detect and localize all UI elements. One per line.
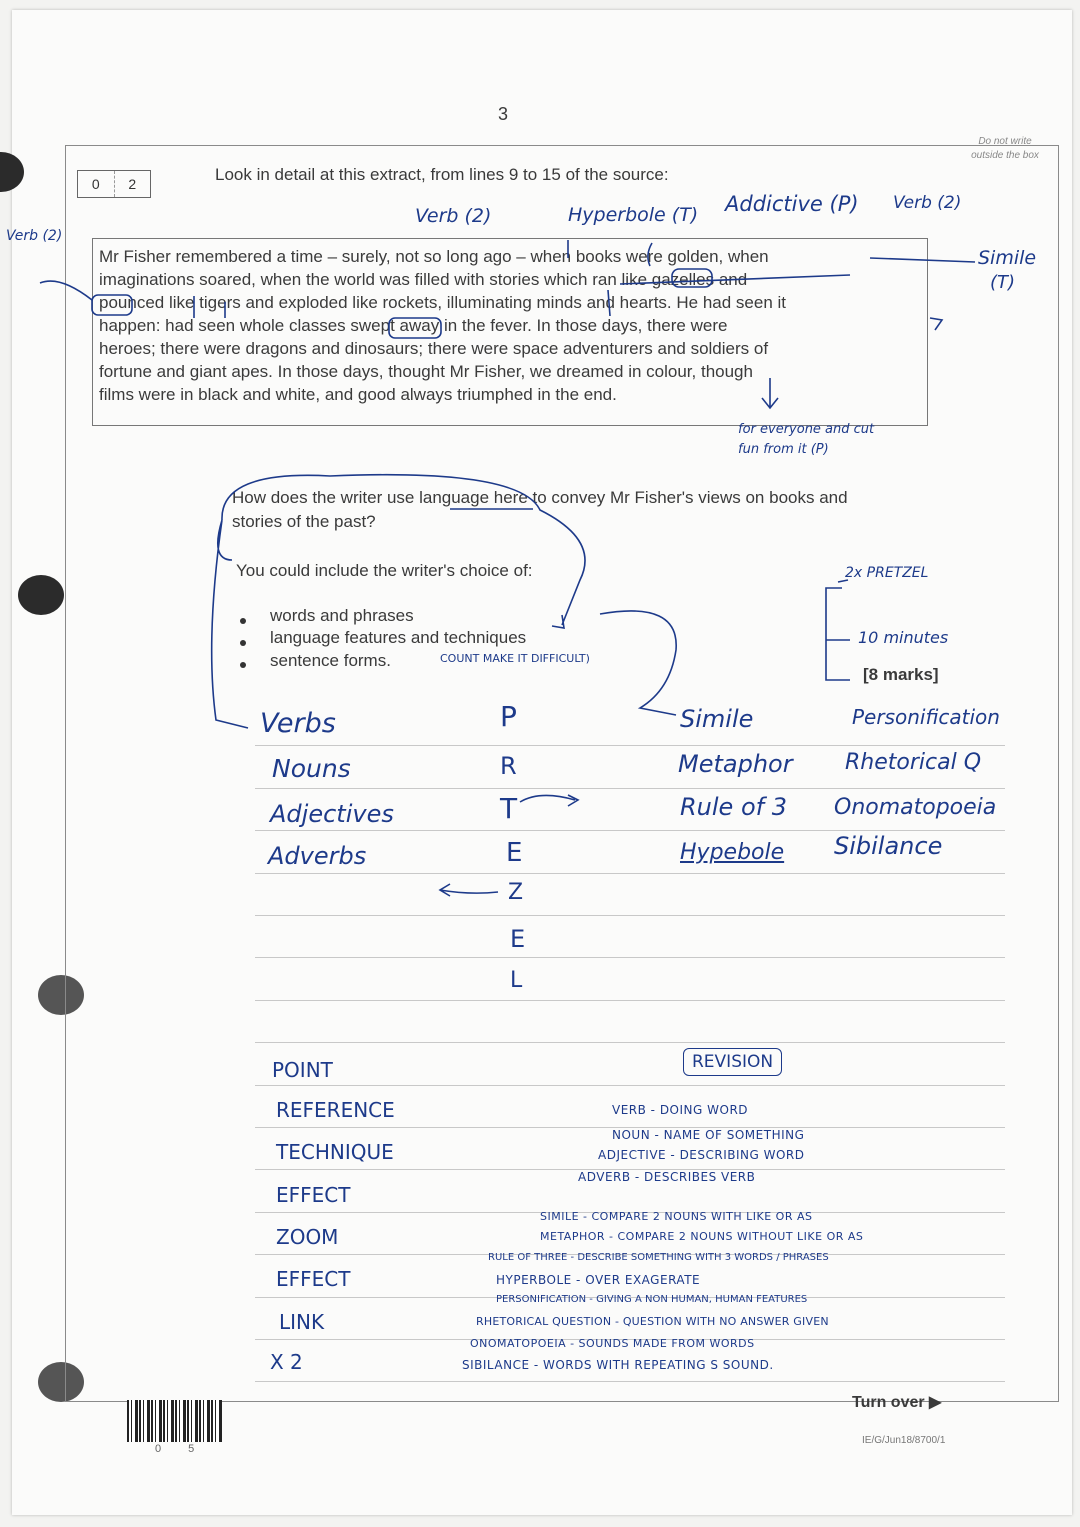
extract-line: imaginations soared, when the world was filled with stories which ran like gazelles and	[99, 270, 748, 289]
annotation-simile-t: (T)	[990, 272, 1016, 293]
annotation-verb: Verb (2)	[415, 205, 492, 227]
extract-line: happen: had seen whole classes swept away in the fever. In those days, there were	[99, 316, 728, 335]
annotation-verb-right: Verb (2)	[893, 193, 962, 213]
extract-line: heroes; there were dragons and dinosaurs; there were space adventurers and soldiers of	[99, 339, 769, 358]
extract-line: pounced like tigers and exploded like rockets, illuminating minds and hearts. He had seen it	[99, 293, 787, 312]
annotation-addictive: Addictive (P)	[725, 192, 859, 216]
question-digit: 2	[128, 176, 137, 192]
annotation-everyone: for everyone and cut	[738, 422, 875, 437]
technique-item: Metaphor	[678, 750, 793, 778]
revision-item: ADVERB - DESCRIBES VERB	[578, 1170, 756, 1184]
revision-item: METAPHOR - COMPARE 2 NOUNS WITHOUT LIKE OR AS	[540, 1230, 864, 1243]
pteezel-word: EFFECT	[276, 1183, 351, 1207]
revision-item: ADJECTIVE - DESCRIBING WORD	[598, 1148, 805, 1162]
annotation-simile: Simile	[978, 247, 1037, 269]
pteezel-word: EFFECT	[276, 1267, 351, 1291]
pteezel-word: LINK	[279, 1310, 325, 1334]
pteezel-word: X 2	[270, 1350, 303, 1374]
word-class: Adjectives	[270, 800, 394, 828]
word-class: Nouns	[272, 754, 351, 783]
pretzel-letter: E	[506, 838, 523, 868]
pretzel-letter: L	[510, 968, 523, 993]
revision-item: RULE OF THREE - DESCRIBE SOMETHING WITH 3 WORDS / PHRASES	[488, 1252, 829, 1263]
revision-item: PERSONIFICATION - GIVING A NON HUMAN, HUMAN FEATURES	[496, 1294, 808, 1305]
bullet-item: language features and techniques	[270, 628, 527, 647]
word-class: Verbs	[260, 708, 336, 739]
question-prompt: You could include the writer's choice of:	[236, 561, 533, 580]
annotation-pretzel: 2x PRETZEL	[845, 565, 929, 581]
pretzel-letter: E	[510, 925, 526, 953]
barcode-number: 0 5	[155, 1443, 207, 1455]
page-number: 3	[498, 104, 509, 124]
revision-item: NOUN - NAME OF SOMETHING	[612, 1128, 805, 1142]
question-digit: 0	[78, 171, 115, 197]
technique-item: Simile	[680, 705, 754, 733]
annotation-fun: fun from it (P)	[738, 442, 829, 457]
footer-code: IE/G/Jun18/8700/1	[862, 1435, 946, 1446]
pteezel-word: TECHNIQUE	[276, 1140, 394, 1164]
technique-item: Onomatopoeia	[834, 795, 997, 820]
revision-item: SIBILANCE - WORDS WITH REPEATING S SOUND.	[462, 1358, 774, 1372]
technique-item: Rule of 3	[680, 793, 787, 821]
annotation-hyperbole: Hyperbole (T)	[568, 204, 699, 226]
bullet-item: sentence forms.	[270, 651, 391, 670]
margin-note: Do not write outside the box	[971, 136, 1039, 161]
revision-title: REVISION	[683, 1048, 782, 1076]
turn-over: Turn over ▶	[852, 1394, 942, 1411]
pretzel-letter: T	[500, 792, 518, 825]
revision-item: SIMILE - COMPARE 2 NOUNS WITH LIKE OR AS	[540, 1210, 813, 1223]
annotation-verb-left: Verb (2)	[6, 228, 63, 244]
pretzel-letter: R	[500, 752, 517, 780]
technique-item: Rhetorical Q	[845, 750, 982, 775]
pteezel-word: POINT	[272, 1058, 333, 1082]
technique-item: Sibilance	[834, 832, 943, 860]
extract-line: Mr Fisher remembered a time – surely, not so long ago – when books were golden, when	[99, 247, 769, 266]
pretzel-letter: Z	[508, 880, 524, 905]
pretzel-letter: P	[500, 700, 517, 733]
technique-item: Personification	[852, 705, 1000, 729]
revision-item: VERB - DOING WORD	[612, 1103, 749, 1117]
bullet-item: words and phrases	[270, 606, 414, 625]
marks: [8 marks]	[863, 665, 939, 684]
technique-item: Hypebole	[680, 840, 785, 865]
word-class: Adverbs	[268, 842, 367, 870]
extract-line: fortune and giant apes. In those days, thought Mr Fisher, we dreamed in colour, though	[99, 362, 753, 381]
annotation-minutes: 10 minutes	[858, 628, 949, 647]
annotation-sentence-note: COUNT MAKE IT DIFFICULT)	[440, 652, 590, 665]
pteezel-word: REFERENCE	[276, 1098, 395, 1122]
revision-item: HYPERBOLE - OVER EXAGERATE	[496, 1273, 701, 1287]
extract-line: films were in black and white, and good always triumphed in the end.	[99, 385, 617, 404]
revision-item: ONOMATOPOEIA - SOUNDS MADE FROM WORDS	[470, 1337, 755, 1350]
instruction: Look in detail at this extract, from lines 9 to 15 of the source:	[215, 165, 669, 184]
question-text: How does the writer use language here to convey Mr Fisher's views on books and stories of the past?	[232, 488, 848, 531]
revision-item: RHETORICAL QUESTION - QUESTION WITH NO ANSWER GIVEN	[476, 1315, 829, 1328]
pteezel-word: ZOOM	[276, 1225, 339, 1249]
